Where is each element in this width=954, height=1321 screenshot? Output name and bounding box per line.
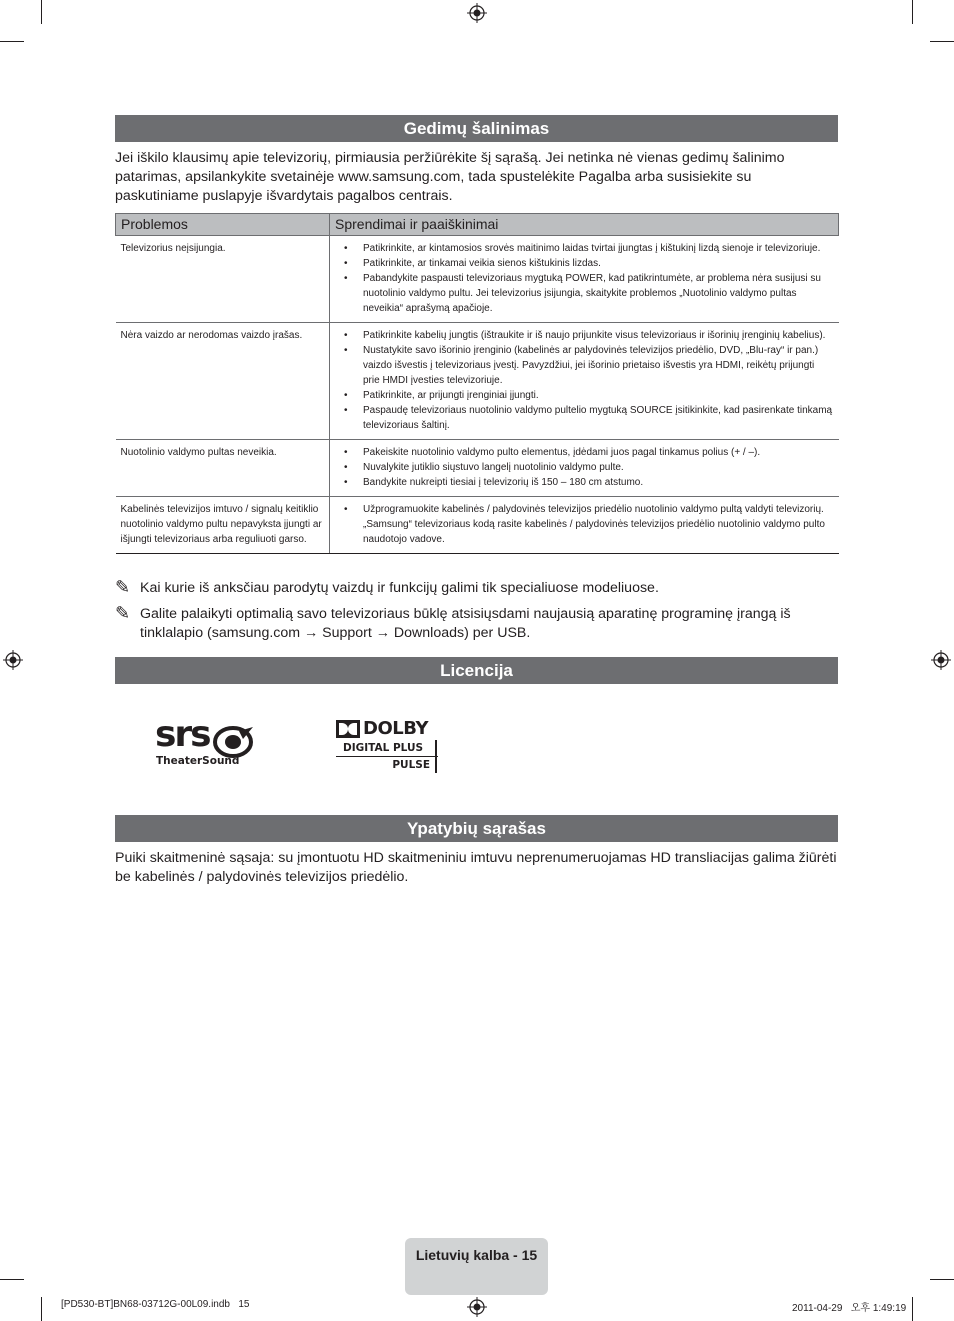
solution-cell: [330, 236, 839, 323]
solution-list: [335, 502, 834, 547]
registration-mark-icon: [467, 3, 487, 23]
column-header-solutions: Sprendimai ir paaiškinimai: [330, 214, 839, 236]
solution-item: • Patikrinkite, ar prijungti įrenginiai įjungti.: [363, 388, 834, 403]
dolby-pulse-text: PULSE: [392, 759, 430, 771]
crop-mark: [930, 41, 954, 42]
crop-mark: [41, 1297, 42, 1321]
dolby-digital-plus-text: DIGITAL PLUS: [343, 742, 424, 754]
table-row: [116, 440, 839, 497]
crop-mark: [0, 1279, 24, 1280]
note-text: Kai kurie iš anksčiau parodytų vaizdų ir funkcijų galimi tik specialiuose modeliuose.: [140, 580, 659, 596]
solution-list: [335, 241, 834, 316]
crop-mark: [912, 1297, 913, 1321]
troubleshooting-table: [115, 213, 839, 554]
pencil-note-icon: ✎: [115, 577, 131, 597]
srs-wordmark: srs: [155, 714, 210, 755]
registration-mark-icon: [467, 1297, 487, 1317]
crop-mark: [930, 1279, 954, 1280]
dolby-divider-line: [336, 756, 438, 757]
crop-mark: [41, 0, 42, 24]
print-slug-left: [PD530-BT]BN68-03712G-00L09.indb 15: [61, 1299, 250, 1310]
table-header-row: [116, 214, 839, 236]
problem-cell: Nėra vaizdo ar nerodomas vaizdo įrašas.: [116, 323, 330, 440]
solution-cell: [330, 497, 839, 554]
problem-cell: Nuotolinio valdymo pultas neveikia.: [116, 440, 330, 497]
solution-item: • Pabandykite paspausti televizoriaus mygtuką POWER, kad patikrintumėte, ar problema nėra susijusi su nuotolinio valdymo pultu. Jei televizorius įsijungia, skaitykite problemos „Nuotolinio valdymo pultas neveikia“ aprašymą apačioje.: [363, 271, 834, 316]
solution-item: • Bandykite nukreipti tiesiai į televizorių iš 150 – 180 cm atstumo.: [363, 475, 834, 490]
solution-list: [335, 328, 834, 433]
dolby-side-rule: [435, 740, 437, 773]
srs-theatersound-logo: [155, 714, 260, 770]
print-slug-right: 2011-04-29 오후 1:49:19: [792, 1303, 907, 1314]
crop-mark: [912, 0, 913, 24]
solution-item: • Nustatykite savo išorinio įrenginio (kabelinės ar palydovinės televizijos priedėlio, DVD, „Blu-ray“ ir pan.) vaizdo išvestis į televizoriaus įvestį. Pavyzdžiui, jei išorinio prietaiso išvestis yra HDMI, reikėtų prijungti prie HMDI įvesties televizoriuje.: [363, 343, 834, 388]
problem-cell: Kabelinės televizijos imtuvo / signalų keitiklio nuotolinio valdymo pultu nepavyksta įjungti ar išjungti televizoriaus arba reguliuoti garso.: [116, 497, 330, 554]
table-row: [116, 323, 839, 440]
intro-paragraph: Jei iškilo klausimų apie televizorių, pirmiausia peržiūrėkite šį sąrašą. Jei netinka nė vienas gedimų šalinimo patarimas, apsilankykite svetainėje www.samsung.com, tada spustelėkite Pagalba arba susisiekite su paskutiniame puslapyje išvardytais pagalbos centrais.: [115, 150, 785, 204]
registration-mark-icon: [931, 650, 951, 670]
registration-mark-icon: [3, 650, 23, 670]
dolby-wordmark: DOLBY: [363, 718, 428, 739]
solution-item: • Užprogramuokite kabelinės / palydovinės televizijos priedėlio nuotolinio valdymo pultą valdyti televizorių. „Samsung“ televizoriaus kodą rasite kabelinės / palydovinės televizijos priedėlio nuotolinio valdymo pulto naudotojo vadove.: [363, 502, 834, 547]
problem-cell: Televizorius neįsijungia.: [116, 236, 330, 323]
column-header-problems: Problemos: [116, 214, 330, 236]
solution-item: • Patikrinkite, ar kintamosios srovės maitinimo laidas tvirtai įjungtas į kištukinį lizdą sienoje ir televizoriuje.: [363, 241, 834, 256]
note-text: Galite palaikyti optimalią savo televizoriaus būklę atsisiųsdami naujausią aparatinę programinę įrangą iš tinklalapio (samsung.com → Support → Downloads) per USB.: [140, 606, 791, 641]
solution-item: • Patikrinkite, ar tinkamai veikia sienos kištukinis lizdas.: [363, 256, 834, 271]
page-number-label: Lietuvių kalba - 15: [415, 1247, 538, 1263]
table-row: [116, 497, 839, 554]
section-title-license: Licencija: [115, 657, 838, 684]
solution-item: • Patikrinkite kabelių jungtis (ištraukite ir iš naujo prijunkite visus televizoriaus ir išorinių įrenginių kabelius).: [363, 328, 834, 343]
dolby-double-d-icon: [336, 720, 360, 738]
srs-subtitle: TheaterSound: [156, 755, 240, 767]
table-row: [116, 236, 839, 323]
solution-list: [335, 445, 834, 490]
section-title-troubleshooting: Gedimų šalinimas: [115, 115, 838, 142]
pencil-note-icon: ✎: [115, 603, 131, 623]
crop-mark: [0, 41, 24, 42]
features-paragraph: Puiki skaitmeninė sąsaja: su įmontuotu HD skaitmeniniu imtuvu neprenumeruojamas HD transliacijas galima žiūrėti be kabelinės / palydovinės televizijos priedėlio.: [115, 850, 837, 885]
solution-item: • Pakeiskite nuotolinio valdymo pulto elementus, įdėdami juos pagal tinkamus polius (+ / –).: [363, 445, 834, 460]
note-item: [115, 605, 837, 643]
note-item: [115, 579, 837, 598]
solution-item: • Paspaudę televizoriaus nuotolinio valdymo pultelio mygtuką SOURCE įsitikinkite, kad pasirenkate tinkamą televizoriaus šaltinį.: [363, 403, 834, 433]
solution-cell: [330, 323, 839, 440]
solution-cell: [330, 440, 839, 497]
dolby-digital-plus-pulse-logo: [336, 718, 438, 774]
solution-item: • Nuvalykite jutiklio siųstuvo langelį nuotolinio valdymo pulte.: [363, 460, 834, 475]
srs-circle-emblem: [213, 725, 255, 759]
section-title-features: Ypatybių sąrašas: [115, 815, 838, 842]
page-number-tab: [405, 1238, 548, 1295]
